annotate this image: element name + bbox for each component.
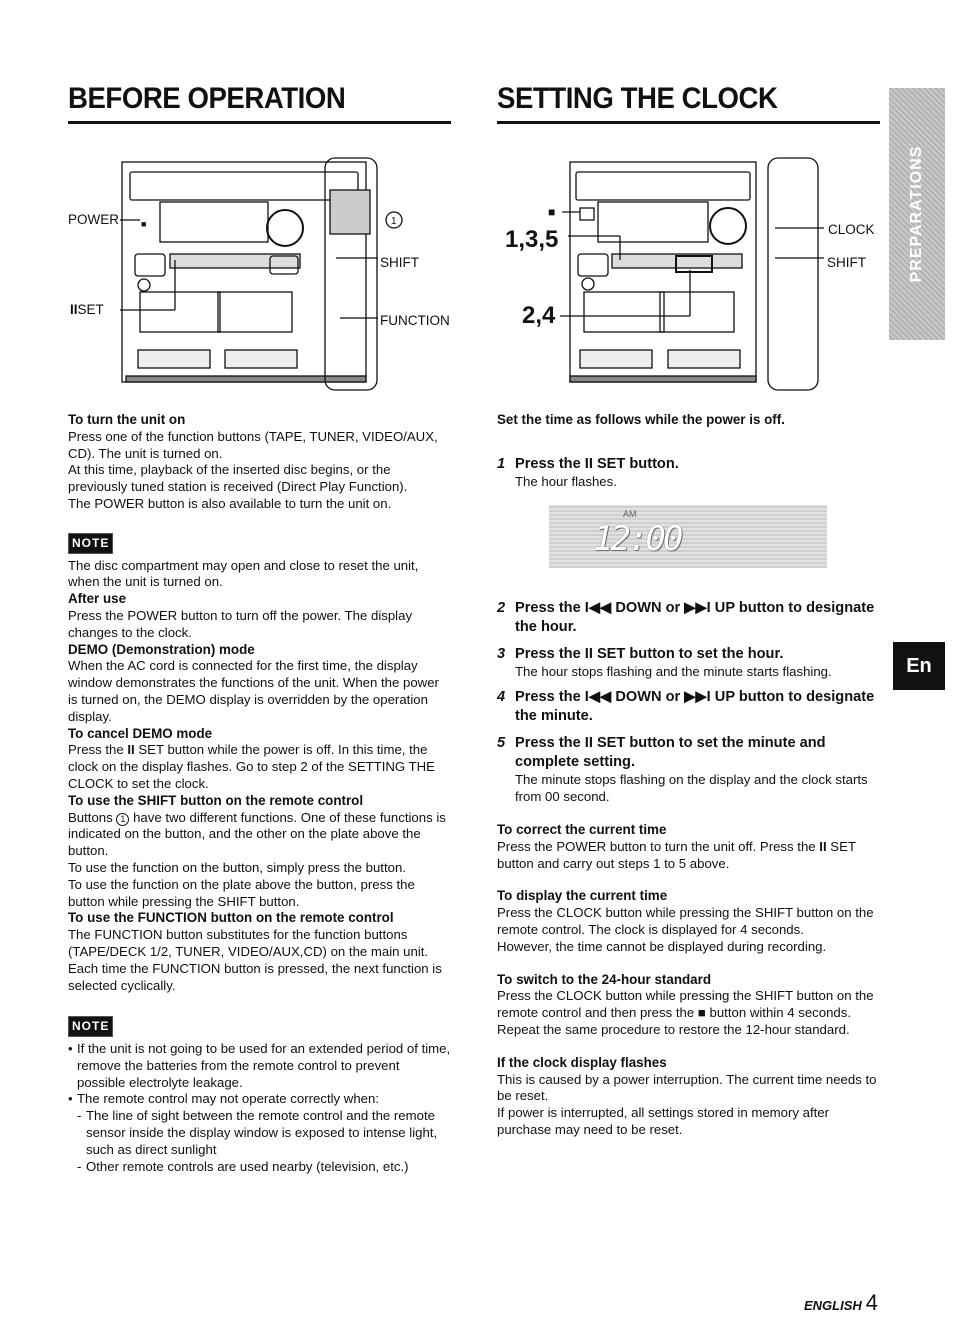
flashes-p1: This is caused by a power interruption. The current time needs to be reset. bbox=[497, 1071, 877, 1104]
svg-text:■: ■ bbox=[141, 219, 147, 229]
svg-text:■: ■ bbox=[548, 205, 556, 219]
demo-heading: DEMO (Demonstration) mode bbox=[68, 641, 255, 657]
note-badge-1: NOTE bbox=[68, 533, 113, 554]
show-time-heading: To display the current time bbox=[497, 888, 668, 904]
show-time-p2: However, the time cannot be displayed during recording. bbox=[497, 938, 827, 954]
step-1: 1 Press the II SET button. bbox=[497, 455, 679, 472]
am-indicator: AM bbox=[623, 509, 637, 519]
step-2: 2 Press the I◀◀ DOWN or ▶▶I UP button to designate the hour. bbox=[497, 599, 875, 635]
function-p2: Each time the FUNCTION button is pressed, the next function is selected cyclically. bbox=[68, 960, 442, 993]
steps-135-label: 1,3,5 bbox=[505, 226, 559, 253]
page-footer: ENGLISH 4 bbox=[804, 1290, 879, 1315]
h24-p2: Repeat the same procedure to restore the 12-hour standard. bbox=[497, 1021, 850, 1037]
intro-text: Set the time as follows while the power is off. bbox=[497, 412, 785, 427]
step-5: 5 Press the II SET button to set the minute and complete setting. bbox=[497, 735, 826, 771]
function-label: FUNCTION bbox=[380, 313, 450, 328]
correct-heading: To correct the current time bbox=[497, 821, 667, 837]
note1-text: The disc compartment may open and close to reset the unit, when the unit is turned on. bbox=[68, 557, 419, 590]
shift-label: SHIFT bbox=[380, 255, 419, 270]
turn-on-p1: Press one of the function buttons (TAPE, TUNER, VIDEO/AUX, CD). The unit is turned on. bbox=[68, 428, 438, 461]
h24-heading: To switch to the 24-hour standard bbox=[497, 971, 712, 987]
step-5-detail: The minute stops flashing on the display and the clock starts from 00 second. bbox=[515, 772, 868, 805]
correct-text: Press the POWER button to turn the unit off. Press the II SET button and carry out steps 1 to 5 above. bbox=[497, 838, 856, 871]
display-digits: 12:00 bbox=[593, 519, 681, 559]
page-number: 4 bbox=[865, 1290, 879, 1315]
left-column bbox=[68, 412, 451, 1175]
note2-dash-2: - Other remote controls are used nearby (television, etc.) bbox=[77, 1158, 409, 1174]
set-label: IISET bbox=[70, 302, 104, 317]
cancel-demo-text: Press the II SET button while the power is off. In this time, the clock on the display flashes. Go to step 2 of the SETTING THE CLOCK to set the clock. bbox=[68, 742, 435, 791]
h24-p1: Press the CLOCK button while pressing the SHIFT button on the remote control and then press the ■ button within 4 seconds. bbox=[497, 988, 874, 1021]
left-section-title: BEFORE OPERATION bbox=[68, 82, 346, 115]
turn-on-heading: To turn the unit on bbox=[68, 412, 186, 427]
cancel-demo-heading: To cancel DEMO mode bbox=[68, 725, 213, 741]
preparations-tab: PREPARATIONS bbox=[889, 88, 945, 340]
shift-p2: To use the function on the button, simply press the button. bbox=[68, 859, 406, 875]
left-stereo-diagram bbox=[60, 150, 460, 395]
after-use-text: Press the POWER button to turn off the power. The display changes to the clock. bbox=[68, 607, 413, 640]
after-use-heading: After use bbox=[68, 591, 127, 607]
right-title-rule bbox=[497, 121, 880, 124]
note2-bullet-1: • If the unit is not going to be used for an extended period of time, remove the batteries from the remote control to prevent possible electrolyte leakage. bbox=[68, 1041, 451, 1090]
flashes-p2: If power is interrupted, all settings stored in memory after purchase may need to be reset. bbox=[497, 1105, 830, 1137]
clock-display bbox=[549, 505, 827, 568]
turn-on-p3: The POWER button is also available to turn the unit on. bbox=[68, 495, 392, 511]
step-1-detail: The hour flashes. bbox=[515, 473, 617, 489]
function-p1: The FUNCTION button substitutes for the function buttons (TAPE/DECK 1/2, TUNER, VIDEO/AUX,CD) on the main unit. bbox=[68, 927, 429, 959]
step-3: 3 Press the II SET button to set the hour. bbox=[497, 645, 784, 662]
shift-p1: Buttons 1 have two different functions. One of these functions is indicated on the button, and the other on the plate above the button. bbox=[68, 809, 446, 859]
shift-p3: To use the function on the plate above the button, press the button while pressing the SHIFT button. bbox=[68, 876, 415, 909]
power-label: POWER bbox=[68, 212, 120, 227]
right-section-title: SETTING THE CLOCK bbox=[497, 82, 778, 115]
turn-on-p2: At this time, playback of the inserted disc begins, or the previously tuned station is received (Direct Play Function). bbox=[68, 462, 408, 495]
flashes-heading: If the clock display flashes bbox=[497, 1054, 667, 1070]
function-heading: To use the FUNCTION button on the remote control bbox=[68, 910, 394, 926]
clock-label: CLOCK bbox=[828, 222, 875, 237]
show-time-p1: Press the CLOCK button while pressing the SHIFT button on the remote control. The clock is displayed for 4 seconds. bbox=[497, 905, 874, 937]
step-4: 4 Press the I◀◀ DOWN or ▶▶I UP button to designate the minute. bbox=[497, 689, 875, 725]
note2-dash-1: - The line of sight between the remote control and the remote sensor inside the display window is exposed to intense light, such as direct sunlight bbox=[77, 1108, 438, 1157]
demo-text: When the AC cord is connected for the first time, the display window demonstrates the functions of the unit. When the power is turned on, the DEMO display is overridden by the operation display. bbox=[68, 658, 439, 724]
circle-1-marker: 1 bbox=[391, 216, 397, 227]
step-3-detail: The hour stops flashing and the minute starts flashing. bbox=[515, 663, 832, 679]
language-tab: En bbox=[893, 642, 945, 690]
right-stereo-diagram bbox=[500, 150, 885, 395]
shift-heading: To use the SHIFT button on the remote control bbox=[68, 792, 364, 808]
steps-24-label: 2,4 bbox=[522, 302, 556, 329]
remote-shift-label: SHIFT bbox=[827, 255, 866, 270]
left-title-rule bbox=[68, 121, 451, 124]
note-badge-2: NOTE bbox=[68, 1016, 113, 1037]
note2-bullet-2: • The remote control may not operate correctly when: bbox=[68, 1091, 379, 1107]
